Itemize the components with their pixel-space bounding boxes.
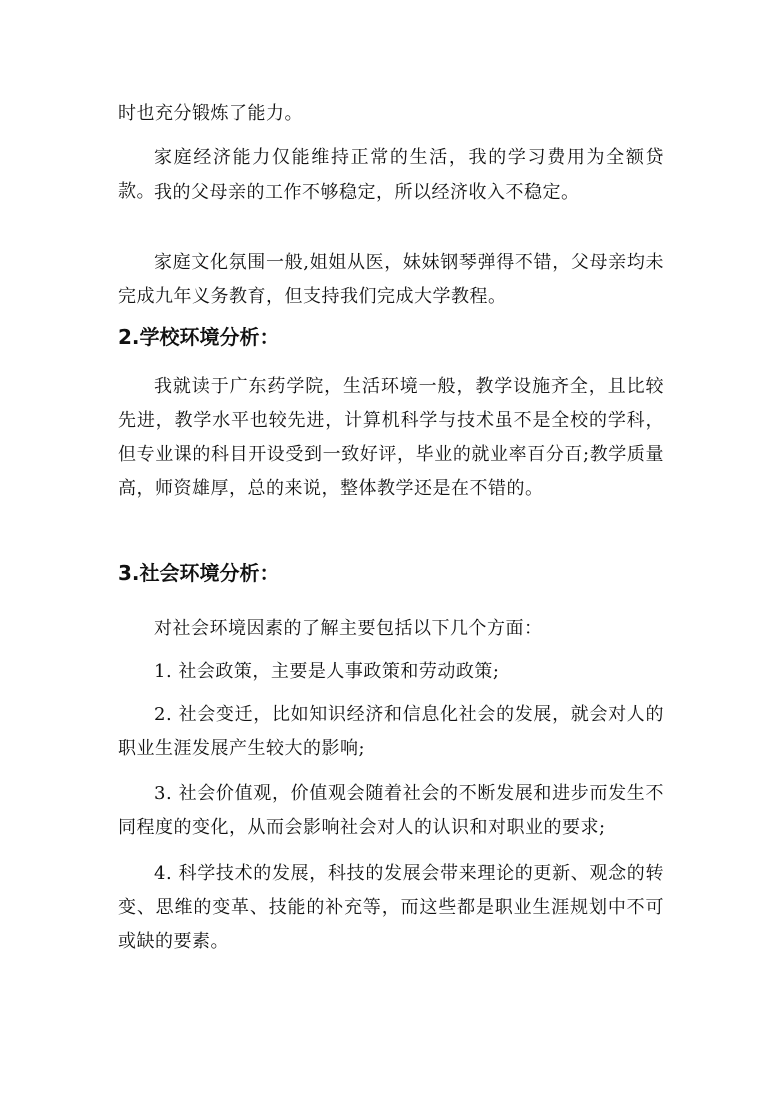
list-item-social-policy: 1. 社会政策，主要是人事政策和劳动政策; [154,661,500,682]
paragraph-school-environment: 我就读于广东药学院，生活环境一般，教学设施齐全，且比较先进，教学水平也较先进，计算机科学与技术虽不是全校的学科，但专业课的科目开设受到一致好评，毕业的就业率百分百;教学质量高，师资雄厚，总的来说，整体教学还是在不错的。 [118,376,664,499]
list-item-social-values: 3. 社会价值观，价值观会随着社会的不断发展和进步而发生不同程度的变化，从而会影响社会对人的认识和对职业的要求; [118,783,664,838]
paragraph-family-economy: 家庭经济能力仅能维持正常的生活，我的学习费用为全额贷款。 [118,147,664,202]
paragraph-parents-work: 我的父母亲的工作不够稳定，所以经济收入不稳定。 [154,182,580,203]
section-heading-society: 3.社会环境分析： [118,561,280,585]
paragraph-society-intro: 对社会环境因素的了解主要包括以下几个方面： [154,618,543,639]
paragraph-family-culture: 家庭文化氛围一般,姐姐从医，妹妹钢琴弹得不错，父母亲均未完成九年义务教育，但支持我们完成大学教程。 [118,252,664,307]
list-item-social-change: 2. 社会变迁，比如知识经济和信息化社会的发展，就会对人的职业生涯发展产生较大的影响; [118,704,664,759]
paragraph-continuation: 时也充分锻炼了能力。 [118,103,303,124]
section-heading-school: 2.学校环境分析： [118,325,280,349]
list-item-technology: 4. 科学技术的发展，科技的发展会带来理论的更新、观念的转变、思维的变革、技能的补充等，而这些都是职业生涯规划中不可或缺的要素。 [118,863,664,952]
